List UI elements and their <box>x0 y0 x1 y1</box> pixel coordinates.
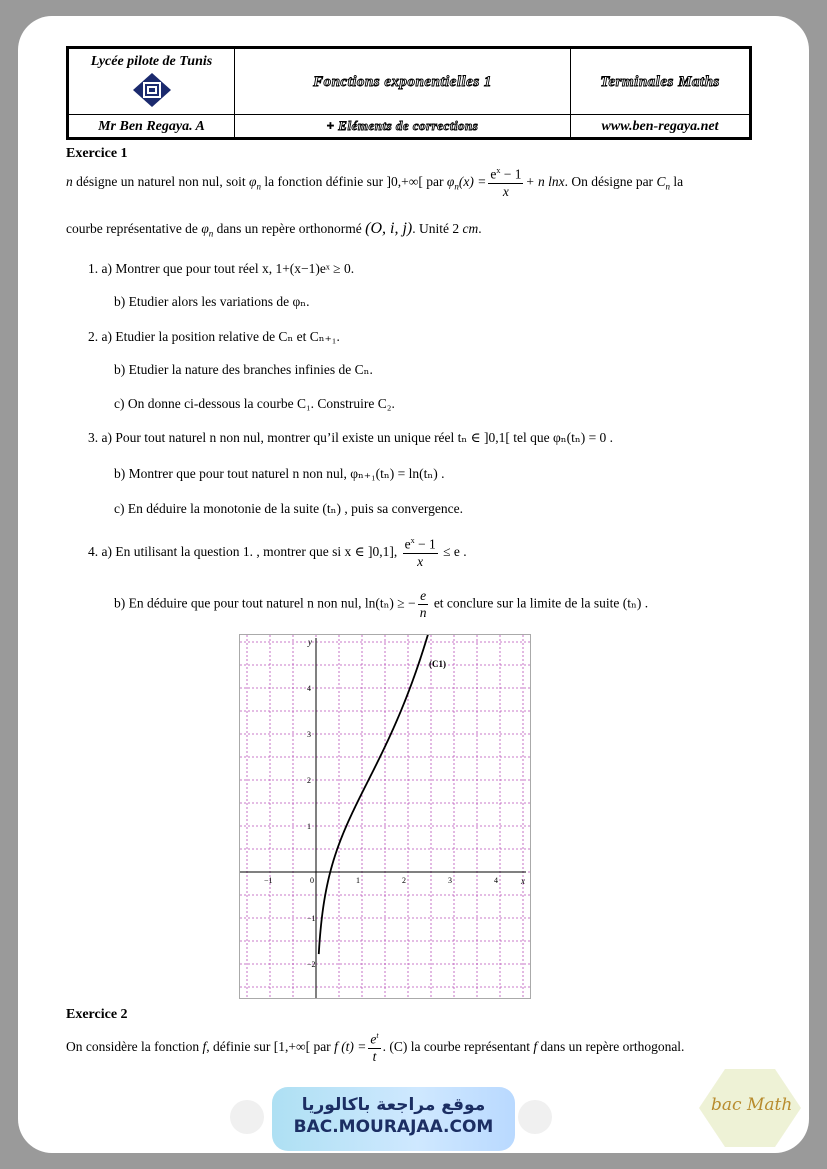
x-axis-label: x <box>521 876 525 886</box>
q2a: 2. a) Etudier la position relative de Cₙ et Cₙ₊₁. <box>88 329 340 344</box>
y-tick-label: 3 <box>307 730 311 739</box>
ex1-intro2-e: . <box>478 221 482 236</box>
phi-def-lhs: $\varphi_n(x)$ = <box>446 173 487 192</box>
q4b-pre: b) En déduire que pour tout naturel n non nul, ln(tₙ) ≥ − <box>114 595 416 611</box>
header-table <box>66 46 752 140</box>
cn-symbol: $C_n$ <box>656 173 670 192</box>
bac-math-logo <box>697 1067 803 1149</box>
y-tick-label: 2 <box>307 776 311 785</box>
footer-logo-left-icon <box>230 1100 264 1134</box>
x-tick-label: 2 <box>402 876 406 885</box>
footer-badge[interactable] <box>272 1087 515 1151</box>
x-tick-label: 3 <box>448 876 452 885</box>
y-tick-label: −1 <box>307 914 316 923</box>
ex1-n: n <box>66 173 73 189</box>
exercise2-title: Exercice 2 <box>66 1007 128 1022</box>
ex1-intro-line2 <box>66 220 482 239</box>
subtitle-cell <box>235 115 571 138</box>
ex2-fraction: $\frac{e^t}{t}$ <box>370 1031 379 1064</box>
ex1-intro-text-d: par <box>422 173 447 189</box>
phi-n-symbol-2: $\varphi_n$ <box>201 221 214 239</box>
ex1-intro-text-f: la <box>669 173 684 189</box>
x-tick-label: −1 <box>264 876 273 885</box>
ex2-text-e: . (C) la courbe représentant <box>382 1038 534 1054</box>
phi-n-symbol: $\varphi_n$ <box>248 173 261 192</box>
footer-arabic: موقع مراجعة باكالوريا <box>301 1095 486 1115</box>
ex2-f: f <box>202 1038 207 1054</box>
q4b <box>114 588 648 621</box>
x-tick-label: 0 <box>310 876 314 885</box>
ex1-intro-text-c: la fonction définie sur <box>260 173 387 189</box>
interval-symbol: ]0,+∞[ <box>386 173 423 189</box>
school-logo-icon <box>132 72 172 108</box>
y-tick-label: −2 <box>307 960 316 969</box>
footer-logo-right-icon <box>518 1100 552 1134</box>
q3c: c) En déduire la monotonie de la suite (tₙ) , puis sa convergence. <box>114 501 463 516</box>
q4a-post: ≤ e . <box>443 543 467 559</box>
y-tick-label: 4 <box>307 684 311 693</box>
x-tick-label: 4 <box>494 876 498 885</box>
document-title: Fonctions exponentielles 1 <box>313 73 492 90</box>
ex2-text <box>66 1031 684 1065</box>
q4a-pre: 4. a) En utilisant la question 1. , montrer que si x ∈ ]0,1], <box>88 543 398 559</box>
q3a: 3. a) Pour tout naturel n non nul, montrer qu’il existe un unique réel tₙ ∈ ]0,1[ tel que φₙ(tₙ) = 0 . <box>88 430 614 445</box>
x-tick-label: 1 <box>356 876 360 885</box>
curve-c1 <box>319 635 429 954</box>
y-tick-label: 1 <box>307 822 311 831</box>
ex1-intro2-a: courbe représentative de <box>66 221 202 236</box>
school-cell <box>69 49 235 115</box>
phi-def-rhs: + n lnx <box>525 173 565 189</box>
ex2-text-f: dans un repère orthogonal. <box>537 1038 685 1054</box>
school-name: Lycée pilote de Tunis <box>90 53 213 69</box>
ex1-intro2-c: . Unité 2 <box>412 221 463 236</box>
title-cell <box>235 49 571 115</box>
class-level: Terminales Maths <box>600 73 720 90</box>
ex1-intro-line1 <box>66 166 683 200</box>
q4a-fraction: $\frac{e^x - 1}{x}$ <box>404 536 436 569</box>
document-subtitle: + Eléments de corrections <box>326 118 479 133</box>
q4b-fraction: $\frac{e}{n}$ <box>419 588 427 620</box>
ex2-text-a: On considère la fonction <box>66 1038 203 1054</box>
ex2-text-c: , définie sur [1,+∞[ par <box>206 1038 335 1054</box>
exercise1-title: Exercice 1 <box>66 146 128 161</box>
ex1-intro-text-b: désigne un naturel non nul, soit <box>72 173 249 189</box>
q3b: b) Montrer que pour tout naturel n non nul, φₙ₊₁(tₙ) = ln(tₙ) . <box>114 466 445 481</box>
q2b: b) Etudier la nature des branches infinies de Cₙ. <box>114 362 373 377</box>
graph-c1 <box>239 634 531 999</box>
website-link[interactable]: www.ben-regaya.net <box>601 119 719 134</box>
phi-def-fraction: $\frac{e^x - 1}{x}$ <box>490 166 522 199</box>
ex1-intro2-b: dans un repère orthonormé <box>213 221 366 236</box>
y-axis-label: y <box>308 637 312 647</box>
q2c: c) On donne ci-dessous la courbe C₁. Construire C₂. <box>114 396 395 411</box>
ex2-fdef: f (t) = <box>334 1038 367 1054</box>
graph-svg <box>240 635 530 998</box>
q1a: 1. a) Montrer que pour tout réel x, 1+(x−1)eˣ ≥ 0. <box>88 261 355 276</box>
curve-label: (C1) <box>429 659 446 669</box>
ex1-intro-text-e: . On désigne par <box>564 173 657 189</box>
q1b: b) Etudier alors les variations de φₙ. <box>114 294 310 309</box>
frame-symbol: (O, i, j) <box>365 220 413 237</box>
q4a <box>88 536 467 570</box>
website-cell <box>571 115 750 138</box>
ex2-f-2: f <box>533 1038 538 1054</box>
teacher-name: Mr Ben Regaya. A <box>98 119 205 134</box>
ex1-unit: cm <box>462 221 479 236</box>
bac-math-text: bac Math <box>711 1095 793 1115</box>
footer-latin: BAC.MOURAJAA.COM <box>293 1117 494 1137</box>
level-cell <box>571 49 750 115</box>
teacher-cell <box>69 115 235 138</box>
q4b-post: et conclure sur la limite de la suite (tₙ) . <box>430 595 649 611</box>
